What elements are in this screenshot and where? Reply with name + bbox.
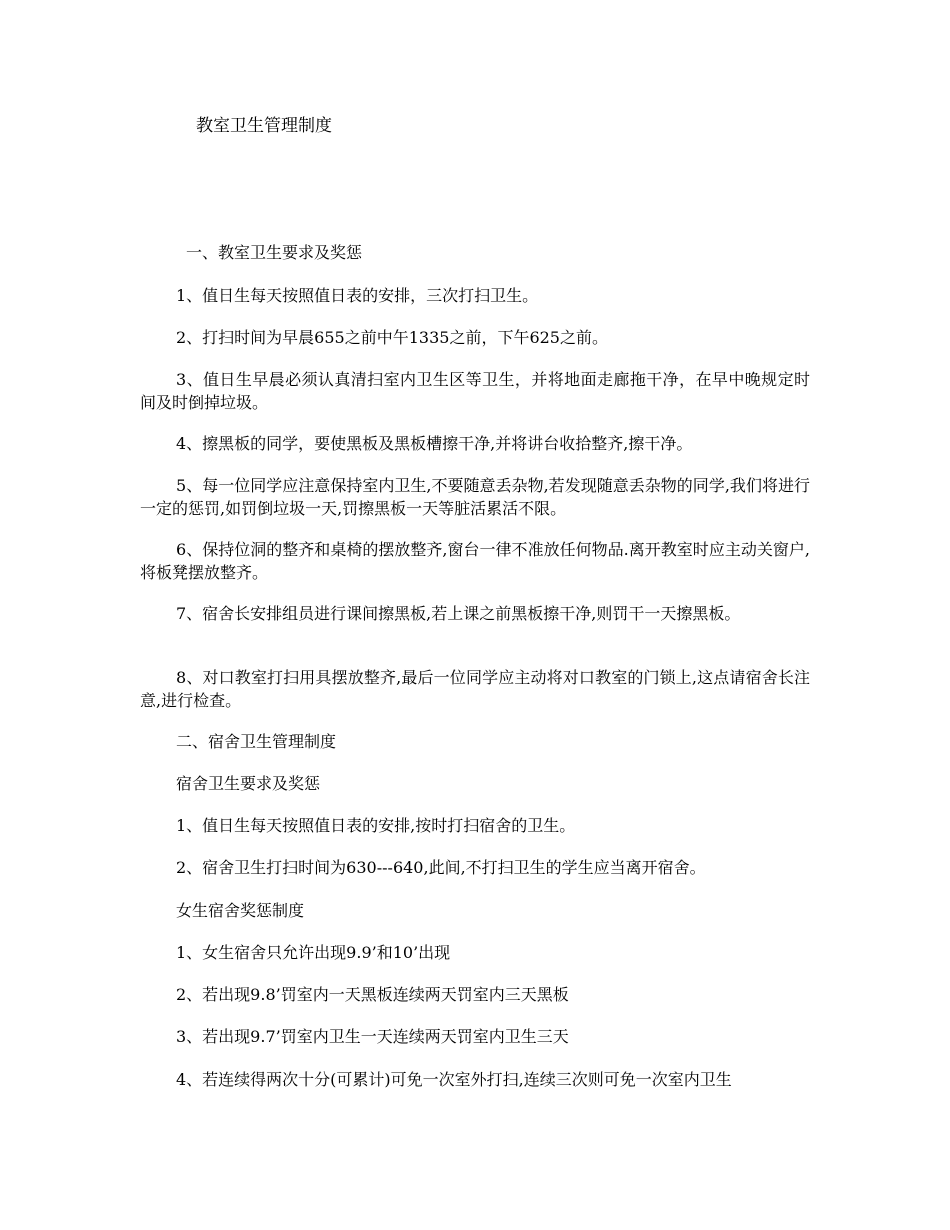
paragraph: 4、若连续得两次十分(可累计)可免一次室外打扫,连续三次则可免一次室内卫生 (176, 1070, 732, 1089)
paragraph: 8、对口教室打扫用具摆放整齐,最后一位同学应主动将对口教室的门锁上,这点请宿舍长注意,进行检查。 (140, 668, 810, 710)
paragraph: 2、宿舍卫生打扫时间为630---640,此间,不打扫卫生的学生应当离开宿舍。 (176, 858, 706, 877)
paragraph: 7、宿舍长安排组员进行课间擦黑板,若上课之前黑板擦干净,则罚干一天擦黑板。 (176, 604, 741, 623)
paragraph: 3、值日生早晨必须认真清扫室内卫生区等卫生，并将地面走廊拖干净，在早中晚规定时间及时倒掉垃圾。 (140, 370, 810, 412)
paragraph: 2、打扫时间为早晨655之前中午1335之前，下午625之前。 (176, 328, 608, 347)
paragraph: 1、女生宿舍只允许出现9.9’和10’出现 (176, 943, 451, 962)
paragraph: 3、若出现9.7’罚室内卫生一天连续两天罚室内卫生三天 (176, 1027, 569, 1046)
document-title: 教室卫生管理制度 (196, 116, 332, 136)
paragraph: 4、擦黑板的同学，要使黑板及黑板槽擦干净,并将讲台收拾整齐,擦干净。 (176, 434, 693, 453)
section-heading-dormitory: 二、宿舍卫生管理制度 (176, 732, 337, 751)
paragraph: 6、保持位洞的整齐和桌椅的摆放整齐,窗台一律不准放任何物品.离开教室时应主动关窗户,将板凳摆放整齐。 (140, 540, 810, 582)
subheading: 女生宿舍奖惩制度 (176, 901, 305, 920)
paragraph: 1、值日生每天按照值日表的安排,按时打扫宿舍的卫生。 (176, 816, 576, 835)
paragraph: 1、值日生每天按照值日表的安排，三次打扫卫生。 (176, 286, 539, 305)
paragraph: 2、若出现9.8’罚室内一天黑板连续两天罚室内三天黑板 (176, 985, 569, 1004)
section-heading-classroom: 一、教室卫生要求及奖惩 (186, 243, 363, 262)
paragraph: 5、每一位同学应注意保持室内卫生,不要随意丢杂物,若发现随意丢杂物的同学,我们将进行一定的惩罚,如罚倒垃圾一天,罚擦黑板一天等脏活累活不限。 (140, 476, 810, 518)
subheading: 宿舍卫生要求及奖惩 (176, 774, 321, 793)
